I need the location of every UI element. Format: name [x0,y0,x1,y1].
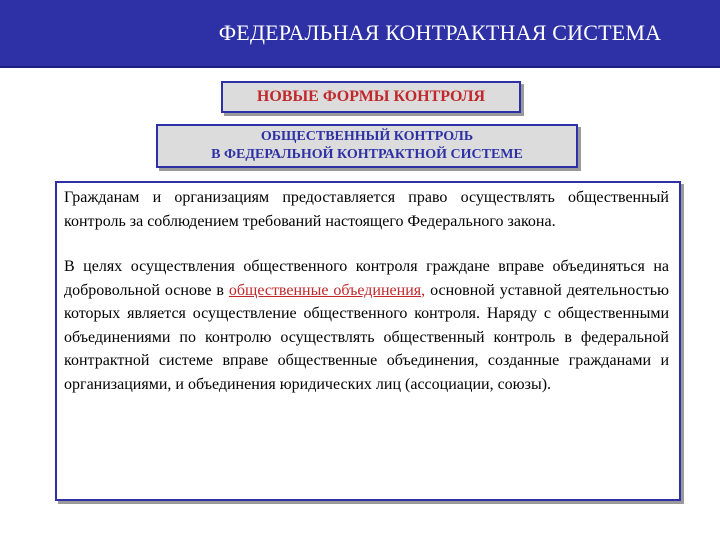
paragraph-2-before: В целях осуществления общественного контроля граждане вправе объединяться на добровольной основе в [64,258,669,299]
paragraph-2 [64,255,669,396]
header-bar [0,0,720,68]
section-title-line-1: ОБЩЕСТВЕННЫЙ КОНТРОЛЬ [260,129,474,144]
paragraph-2-highlight: общественные объединения, [228,281,426,299]
section-title-box [156,124,578,168]
paragraph-2-after: основной уставной деятельностью которых является осуществление общественного контроля. Наряду с общественными объединениями по контролю осуществлять общественный контроль в федеральной контрактной системе вправе общественные объединения, созданные гражданами и организациями, и объединения юридических лиц (ассоциации, союзы). [64,281,670,393]
section-title-line-2: В ФЕДЕРАЛЬНОЙ КОНТРАКТНОЙ СИСТЕМЕ [211,147,523,162]
content-box [55,181,681,501]
subtitle-box [221,81,521,113]
subtitle-text: НОВЫЕ ФОРМЫ КОНТРОЛЯ [256,88,486,105]
paragraph-1: Гражданам и организациям предоставляется право осуществлять общественный контроль за соблюдением требований настоящего Федерального закона. [64,189,669,230]
page-title: ФЕДЕРАЛЬНАЯ КОНТРАКТНАЯ СИСТЕМА [218,20,662,45]
